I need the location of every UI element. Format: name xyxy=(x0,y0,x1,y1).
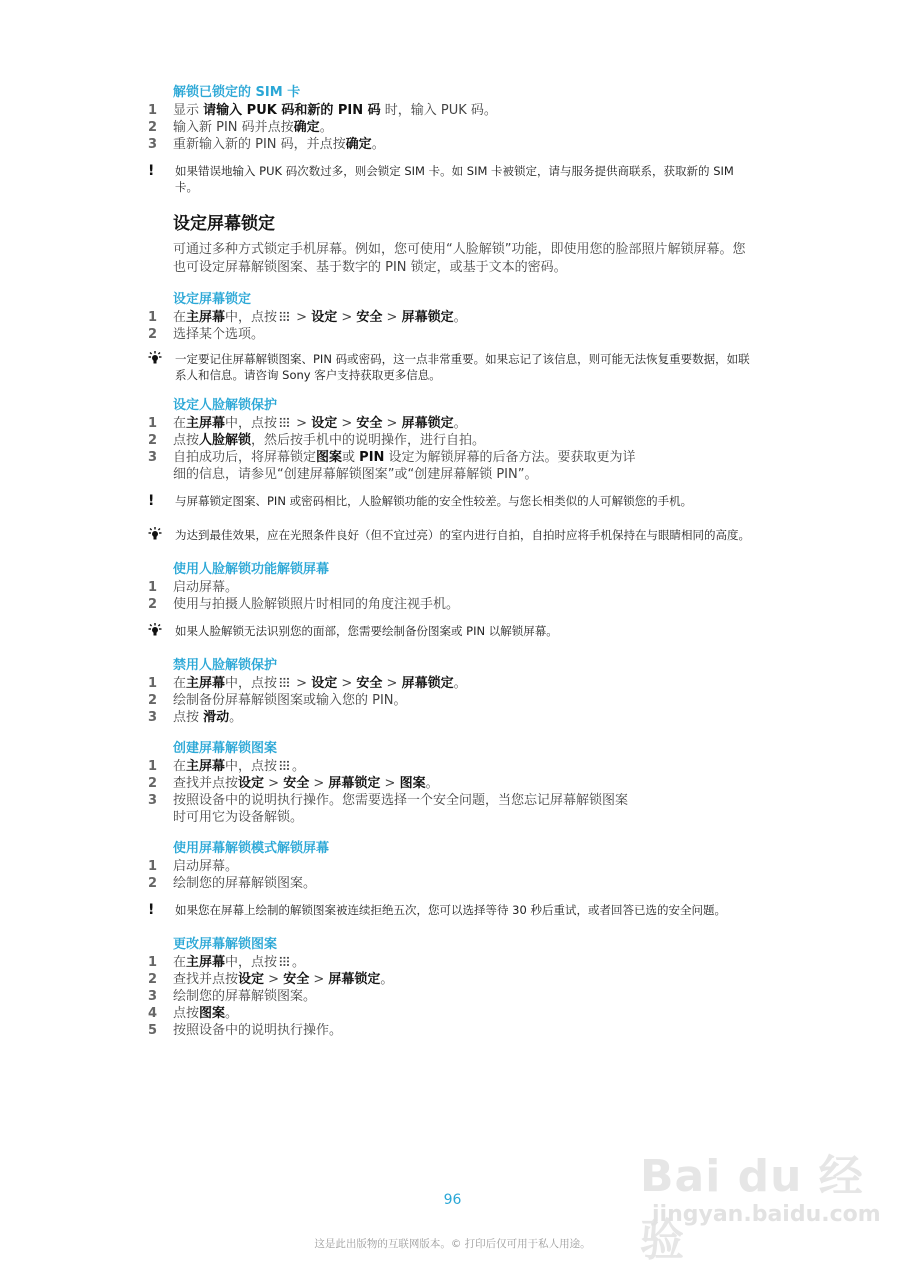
step-bold-text: 确定 xyxy=(293,120,320,135)
step-number: 2 xyxy=(148,433,158,448)
step-continuation: 时可用它为设备解锁。 xyxy=(173,810,304,825)
step-text: 点按 xyxy=(173,710,204,725)
step-text: 。 xyxy=(292,759,306,774)
step xyxy=(0,858,758,875)
step-text: ，然后按手机中的说明操作，进行自拍。 xyxy=(251,433,486,448)
step-text: 按照设备中的说明执行操作。 xyxy=(173,1023,343,1038)
step-bold-text: 图案 xyxy=(199,1006,226,1021)
step-bold-text: 主屏幕 xyxy=(186,955,226,970)
step-text: 。 xyxy=(371,137,385,152)
step xyxy=(0,875,758,892)
step xyxy=(0,988,758,1005)
apps-grid-icon xyxy=(279,760,290,771)
step-text: 或 xyxy=(342,450,360,465)
step-bold-text: 屏幕锁定 xyxy=(328,972,381,987)
step-number: 1 xyxy=(148,416,158,431)
step-number: 2 xyxy=(148,972,158,987)
section-heading: 解锁已锁定的 SIM 卡 xyxy=(173,85,301,100)
step xyxy=(0,692,758,709)
step-text: 。 xyxy=(225,1006,239,1021)
step-text: > xyxy=(382,676,402,691)
step-text: 在 xyxy=(173,955,187,970)
step-bold-text: 图案 xyxy=(399,776,426,791)
step-text: 自拍成功后，将屏幕锁定 xyxy=(173,450,317,465)
step-number: 3 xyxy=(148,450,158,465)
step-text: 中，点按 xyxy=(225,759,278,774)
step xyxy=(0,792,758,809)
step xyxy=(0,136,758,153)
step-bold-text: 主屏幕 xyxy=(186,676,226,691)
step-text: > xyxy=(309,972,329,987)
step-bold-text: 屏幕锁定 xyxy=(401,676,454,691)
footer-note: 这是此出版物的互联网版本。© 打印后仅可用于私人用途。 xyxy=(314,1238,591,1250)
step-text: 选择某个选项。 xyxy=(173,327,265,342)
exclamation-icon: ! xyxy=(148,493,155,509)
step xyxy=(0,449,758,466)
step-text: 在 xyxy=(173,416,187,431)
section-heading: 创建屏幕解锁图案 xyxy=(173,741,278,756)
step xyxy=(0,709,758,726)
step-text: 。 xyxy=(453,676,467,691)
step-text: 查找并点按 xyxy=(173,776,239,791)
step-text: 。 xyxy=(425,776,439,791)
step-text: 启动屏幕。 xyxy=(173,580,239,595)
apps-grid-icon xyxy=(279,677,290,688)
step-text: > xyxy=(337,676,357,691)
step-text: 点按 xyxy=(173,1006,200,1021)
tip-note xyxy=(0,527,755,543)
step-number: 1 xyxy=(148,580,158,595)
tip-note xyxy=(0,623,755,639)
step-text: 绘制备份屏幕解锁图案或输入您的 PIN。 xyxy=(173,693,407,708)
tip-note xyxy=(0,351,755,383)
section-heading: 设定屏幕锁定 xyxy=(173,292,252,307)
step-bold-text: 图案 xyxy=(316,450,343,465)
step-text: > xyxy=(309,776,329,791)
step xyxy=(0,596,758,613)
step-text: > xyxy=(337,416,357,431)
note-text: 如果人脸解锁无法识别您的面部，您需要绘制备份图案或 PIN 以解锁屏幕。 xyxy=(175,624,558,638)
step-text: 。 xyxy=(380,972,394,987)
note-text: 如果错误地输入 PUK 码次数过多，则会锁定 SIM 卡。如 SIM 卡被锁定，请与服务提供商联系，获取新的 SIM 卡。 xyxy=(175,164,734,194)
step-text: > xyxy=(292,416,312,431)
step-text: 。 xyxy=(453,310,467,325)
lightbulb-icon xyxy=(148,527,162,545)
step-text: > xyxy=(382,310,402,325)
step xyxy=(0,119,758,136)
step-text: 。 xyxy=(453,416,467,431)
step-text: 。 xyxy=(292,955,306,970)
step-bold-text: 屏幕锁定 xyxy=(401,310,454,325)
step-bold-text: 设定 xyxy=(311,416,338,431)
section-heading: 设定人脸解锁保护 xyxy=(173,398,278,413)
step-number: 3 xyxy=(148,710,158,725)
step-number: 2 xyxy=(148,120,158,135)
step-text: > xyxy=(264,776,284,791)
watermark-url: jingyan.baidu.com xyxy=(652,1202,881,1227)
step-bold-text: 安全 xyxy=(283,972,310,987)
step-text: 在 xyxy=(173,310,187,325)
section-title: 设定屏幕锁定 xyxy=(173,214,275,234)
step-text: 启动屏幕。 xyxy=(173,859,239,874)
step-text: > xyxy=(292,310,312,325)
step-bold-text: 确定 xyxy=(345,137,372,152)
page-number: 96 xyxy=(443,1192,462,1208)
step xyxy=(0,971,758,988)
step-bold-text: 安全 xyxy=(356,416,383,431)
step-bold-text: 安全 xyxy=(283,776,310,791)
step-text: > xyxy=(380,776,400,791)
step-number: 4 xyxy=(148,1006,158,1021)
step xyxy=(0,326,758,343)
step-bold-text: PIN xyxy=(359,450,385,465)
watermark-logo: Bai du 经验 xyxy=(640,1151,864,1266)
warning-note xyxy=(0,163,755,195)
section-heading: 禁用人脸解锁保护 xyxy=(173,658,278,673)
step-bold-text: 设定 xyxy=(238,776,265,791)
step-number: 1 xyxy=(148,859,158,874)
step-number: 3 xyxy=(148,137,158,152)
step-bold-text: 请输入 PUK 码和新的 PIN 码 xyxy=(203,103,381,118)
note-text: 为达到最佳效果，应在光照条件良好（但不宜过亮）的室内进行自拍，自拍时应将手机保持在与眼睛相同的高度。 xyxy=(175,528,750,542)
section-heading: 使用人脸解锁功能解锁屏幕 xyxy=(173,562,330,577)
step-text: > xyxy=(382,416,402,431)
step-number: 2 xyxy=(148,327,158,342)
step-text: 按照设备中的说明执行操作。您需要选择一个安全问题，当您忘记屏幕解锁图案 xyxy=(173,793,629,808)
step-number: 1 xyxy=(148,310,158,325)
paragraph: 可通过多种方式锁定手机屏幕。例如，您可使用“人脸解锁”功能，即使用您的脸部照片解锁屏幕。您也可设定屏幕解锁图案、基于数字的 PIN 锁定，或基于文本的密码。 xyxy=(173,242,746,275)
step xyxy=(0,415,758,432)
apps-grid-icon xyxy=(279,417,290,428)
note-text: 如果您在屏幕上绘制的解锁图案被连续拒绝五次，您可以选择等待 30 秒后重试，或者回答已选的安全问题。 xyxy=(175,903,726,917)
step xyxy=(0,954,758,971)
warning-note xyxy=(0,493,755,509)
step-text: 。 xyxy=(319,120,333,135)
step-number: 1 xyxy=(148,759,158,774)
step-bold-text: 滑动 xyxy=(203,710,230,725)
lightbulb-icon xyxy=(148,623,162,641)
exclamation-icon: ! xyxy=(148,163,155,179)
step-number: 5 xyxy=(148,1023,158,1038)
step-bold-text: 设定 xyxy=(238,972,265,987)
step-text: 使用与拍摄人脸解锁照片时相同的角度注视手机。 xyxy=(173,597,460,612)
step-text: 显示 xyxy=(173,103,204,118)
step-text: > xyxy=(337,310,357,325)
note-text: 一定要记住屏幕解锁图案、PIN 码或密码，这一点非常重要。如果忘记了该信息，则可能无法恢复重要数据，如联系人和信息。请咨询 Sony 客户支持获取更多信息。 xyxy=(175,352,750,382)
step xyxy=(0,758,758,775)
document-content xyxy=(0,84,905,1039)
step-bold-text: 主屏幕 xyxy=(186,310,226,325)
step-bold-text: 人脸解锁 xyxy=(199,433,252,448)
step-text: 点按 xyxy=(173,433,200,448)
step xyxy=(0,309,758,326)
step-number: 2 xyxy=(148,776,158,791)
step xyxy=(0,432,758,449)
step-text: 绘制您的屏幕解锁图案。 xyxy=(173,989,317,1004)
step xyxy=(0,675,758,692)
step-number: 1 xyxy=(148,103,158,118)
step-text: 绘制您的屏幕解锁图案。 xyxy=(173,876,317,891)
step-bold-text: 安全 xyxy=(356,676,383,691)
section-heading: 使用屏幕解锁模式解锁屏幕 xyxy=(173,841,330,856)
step xyxy=(0,102,758,119)
step-bold-text: 屏幕锁定 xyxy=(328,776,381,791)
step-number: 3 xyxy=(148,989,158,1004)
step-text: 在 xyxy=(173,676,187,691)
step-number: 1 xyxy=(148,676,158,691)
apps-grid-icon xyxy=(279,956,290,967)
step-bold-text: 安全 xyxy=(356,310,383,325)
section-heading: 更改屏幕解锁图案 xyxy=(173,937,278,952)
step-text: 查找并点按 xyxy=(173,972,239,987)
lightbulb-icon xyxy=(148,351,162,369)
step-text: 设定为解锁屏幕的后备方法。要获取更为详 xyxy=(384,450,636,465)
step-number: 1 xyxy=(148,955,158,970)
baidu-jingyan-watermark xyxy=(640,1140,881,1266)
step xyxy=(0,1022,758,1039)
step-bold-text: 设定 xyxy=(311,310,338,325)
step-text: 在 xyxy=(173,759,187,774)
step xyxy=(0,1005,758,1022)
step-number: 2 xyxy=(148,876,158,891)
step xyxy=(0,579,758,596)
step-number: 3 xyxy=(148,793,158,808)
step-text: 输入新 PIN 码并点按 xyxy=(173,120,294,135)
step-number: 2 xyxy=(148,597,158,612)
step-text: 中，点按 xyxy=(225,676,278,691)
note-text: 与屏幕锁定图案、PIN 或密码相比，人脸解锁功能的安全性较差。与您长相类似的人可解锁您的手机。 xyxy=(175,494,693,508)
step-text: 中，点按 xyxy=(225,955,278,970)
step-number: 2 xyxy=(148,693,158,708)
step-bold-text: 主屏幕 xyxy=(186,416,226,431)
warning-note xyxy=(0,902,755,918)
step xyxy=(0,775,758,792)
step-text: 重新输入新的 PIN 码，并点按 xyxy=(173,137,346,152)
step-bold-text: 设定 xyxy=(311,676,338,691)
exclamation-icon: ! xyxy=(148,902,155,918)
step-text: 中，点按 xyxy=(225,416,278,431)
step-text: 。 xyxy=(229,710,243,725)
step-text: > xyxy=(264,972,284,987)
apps-grid-icon xyxy=(279,311,290,322)
step-text: 时，输入 PUK 码。 xyxy=(380,103,497,118)
step-continuation: 细的信息，请参见“创建屏幕解锁图案”或“创建屏幕解锁 PIN”。 xyxy=(173,467,538,482)
step-bold-text: 屏幕锁定 xyxy=(401,416,454,431)
step-text: > xyxy=(292,676,312,691)
step-bold-text: 主屏幕 xyxy=(186,759,226,774)
step-text: 中，点按 xyxy=(225,310,278,325)
